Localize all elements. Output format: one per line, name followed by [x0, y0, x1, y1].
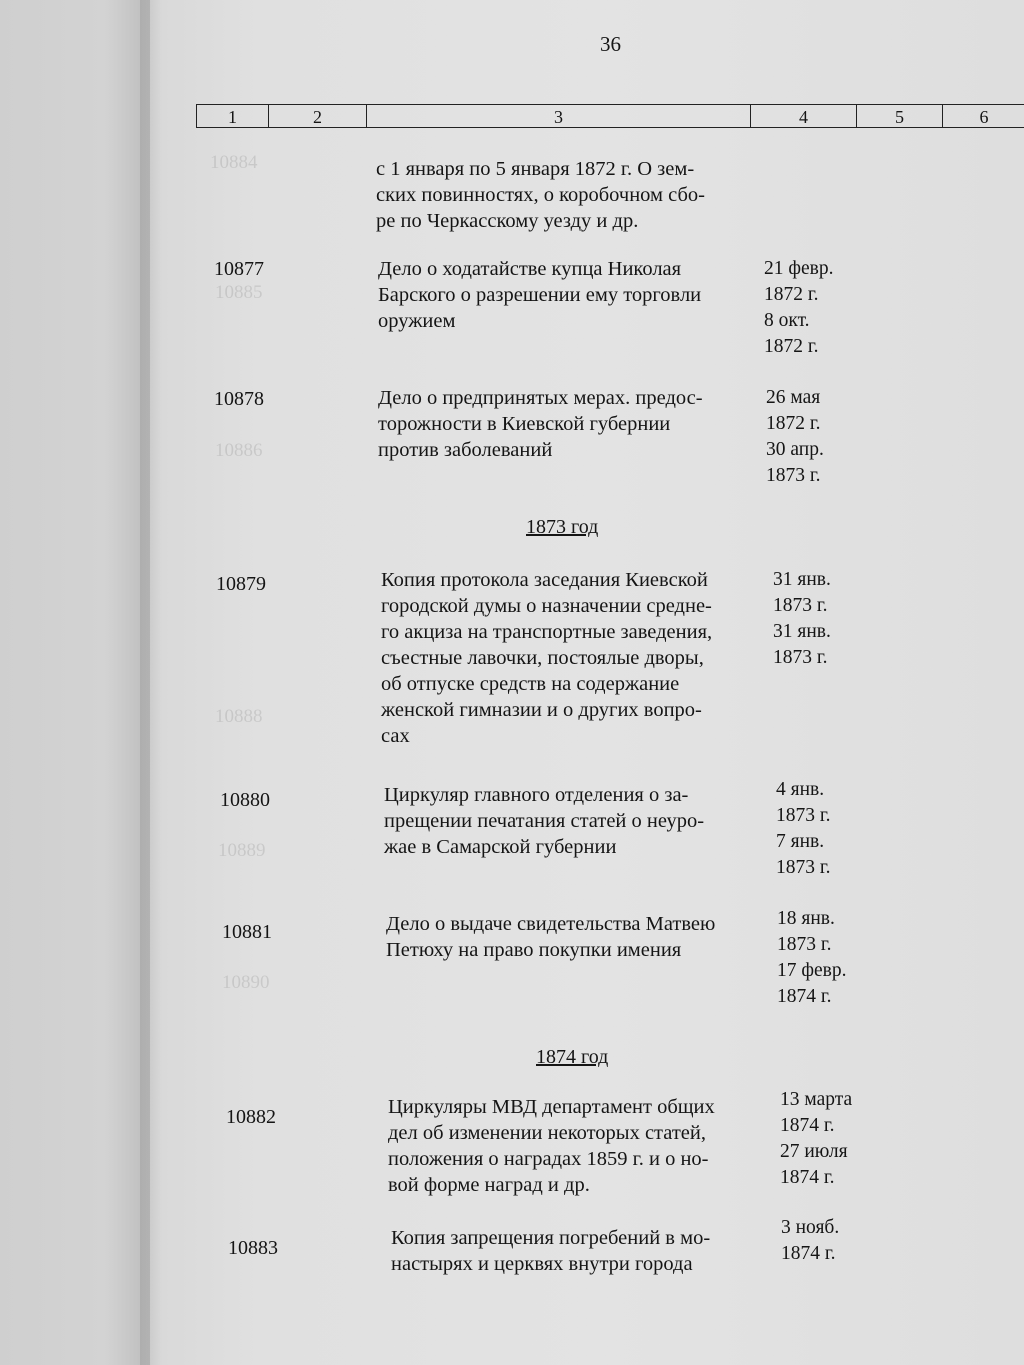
bleed-through-text: 10889	[218, 840, 266, 861]
entry-dates: 21 февр. 1872 г. 8 окт. 1872 г.	[764, 258, 834, 357]
bleed-through-text: 10890	[222, 972, 270, 993]
bleed-through-text: 10886	[215, 440, 263, 461]
entry-number: 10879	[216, 573, 266, 595]
entry-description: Дело о выдаче свидетельства Матвею Петюху на право покупки имения	[386, 913, 716, 961]
bleed-through-text: 10888	[215, 706, 263, 727]
column-header-3: 3	[367, 105, 751, 127]
entry-number: 10877	[214, 258, 264, 280]
column-header-5: 5	[857, 105, 943, 127]
entry-description: Дело о предпринятых мерах. предос- торожности в Киевской губернии против заболеваний	[378, 387, 703, 461]
bleed-through-text: 10885	[215, 282, 263, 303]
entry-dates: 13 марта 1874 г. 27 июля 1874 г.	[780, 1089, 853, 1188]
column-header-4: 4	[751, 105, 857, 127]
column-header-1: 1	[197, 105, 269, 127]
entry-dates: 4 янв. 1873 г. 7 янв. 1873 г.	[776, 779, 831, 878]
entry-dates: 3 нояб. 1874 г.	[781, 1217, 840, 1264]
year-heading: 1874 год	[536, 1046, 609, 1068]
entry-dates: 18 янв. 1873 г. 17 февр. 1874 г.	[777, 908, 847, 1007]
entry-description: Циркуляр главного отделения о за- прещении печатания статей о неуро- жае в Самарской губернии	[384, 784, 705, 858]
entry-description: Копия запрещения погребений в мо- настырях и церквях внутри города	[391, 1227, 711, 1275]
entry-number: 10881	[222, 921, 272, 943]
page-fold-shadow	[140, 0, 162, 1365]
entry-dates: 26 мая 1872 г. 30 апр. 1873 г.	[766, 387, 824, 486]
column-header-6: 6	[979, 107, 989, 127]
entry-dates: 31 янв. 1873 г. 31 янв. 1873 г.	[773, 569, 831, 668]
entry-description: Циркуляры МВД департамент общих дел об изменении некоторых статей, положения о наградах 1859 г. и о но- вой форме наград и др.	[388, 1096, 715, 1196]
column-header-2: 2	[269, 105, 367, 127]
entry-number: 10883	[228, 1237, 278, 1259]
entry-number: 10878	[214, 388, 264, 410]
left-page-edge	[0, 0, 150, 1365]
entry-number: 10882	[226, 1106, 276, 1128]
continuation-description: с 1 января по 5 января 1872 г. О зем- ских повинностях, о коробочном сбо- ре по Черкасскому уезду и др.	[376, 158, 705, 232]
entry-number: 10880	[220, 789, 270, 811]
entry-description: Дело о ходатайстве купца Николая Барского о разрешении ему торговли оружием	[378, 258, 702, 332]
bleed-through-text: 10884	[210, 152, 258, 173]
year-heading: 1873 год	[526, 516, 599, 538]
column-header-row	[196, 104, 1024, 128]
entry-description: Копия протокола заседания Киевской городской думы о назначении средне- го акциза на транспортные заведения, съестные лавочки, постоялые дворы, об отпуске средств на содержание женской гимназии и о других вопро- сах	[381, 569, 713, 747]
page-number: 36	[600, 32, 621, 56]
